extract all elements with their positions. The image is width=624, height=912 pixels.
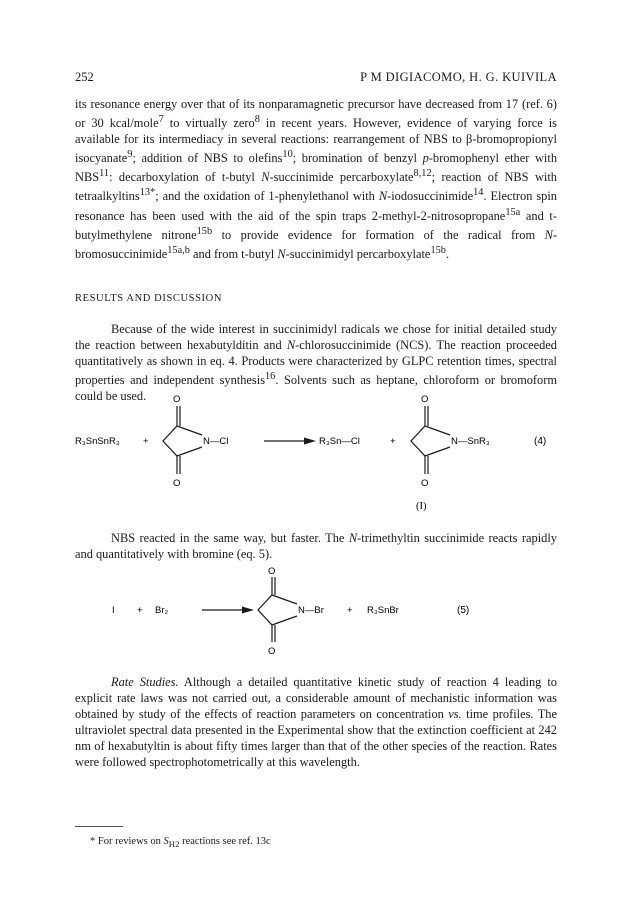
succinimide-ring-1	[163, 426, 202, 456]
carbonyl-oxygen: O	[173, 478, 181, 489]
footnote-rule	[75, 826, 123, 827]
carbonyl-oxygen: O	[421, 478, 429, 489]
equation-5	[0, 566, 624, 666]
carbonyl-oxygen: O	[268, 646, 276, 657]
plus-sign: +	[137, 605, 143, 616]
footnote: * For reviews on $S_{H2}$ reactions see ref. 13c	[90, 836, 271, 850]
product-trialkyltin-bromide: R₃SnBr	[367, 605, 399, 616]
compound-I-ref: I	[112, 605, 115, 616]
intro-paragraph: its resonance energy over that of its nonparamagnetic precursor have decreased from 17 (ref. 6) or 30 kcal/mole$^7$ to virtually zero$^8$ in recent years. However, evidence of varying force is available for its intermediacy in several reactions: rearrangement of NBS to β-bromopropionyl isocyanate$^9$; addition of NBS to olefins$^{10}$; bromination of benzyl p-bromophenyl ether with NBS$^{11}$: decarboxylation of t-butyl N-succinimide percarboxylate$^{8,12}$; reaction of NBS with tetraalkyltins$^{13*}$; and the oxidation of 1-phenylethanol with N-iodosuccinimide$^{14}$. Electron spin resonance has been used with the aid of the spin traps 2-methyl-2-nitrosopropane$^{15a}$ and t-butylmethylene nitrone$^{15b}$ to provide evidence for formation of the radical from N-bromosuccinimide$^{15a,b}$ and from t-butyl N-succinimidyl percarboxylate$^{15b}$.	[75, 97, 558, 261]
succinimide-ring-2	[411, 426, 450, 456]
carbonyl-oxygen: O	[173, 394, 181, 405]
plus-sign: +	[143, 436, 149, 447]
equation-4-diagram	[0, 392, 624, 522]
page-number: 252	[75, 70, 94, 84]
rate-studies-paragraph: Rate Studies. Although a detailed quantitative kinetic study of reaction 4 leading to explicit rate laws was not carried out, a considerable amount of mechanistic information was obtained by study of the effects of reaction parameters on concentration vs. time profiles. The ultraviolet spectral data presented in the Experimental show that the extinction coefficient at 242 nm of hexabutyltin is about fifty times larger than that of the other species of the reaction. Rates were followed spectrophotometrically at this wavelength.	[75, 675, 557, 769]
equation-5-diagram	[0, 566, 624, 666]
compound-label: (I)	[416, 501, 427, 512]
results-paragraph: Because of the wide interest in succinimidyl radicals we chose for initial detailed study the reaction between hexabutylditin and N-chlorosuccinimide (NCS). The reaction proceeded quantitatively as shown in eq. 4. Products were characterized by GLPC retention times, spectral properties and independent synthesis$^{16}$. Solvents such as heptane, chloroform or bromoform could be used.	[75, 322, 558, 404]
plus-sign: +	[390, 436, 396, 447]
reactant-hexaalkylditin: R₃SnSnR₃	[75, 436, 120, 447]
carbonyl-oxygen: O	[268, 566, 276, 577]
nbs-paragraph: NBS reacted in the same way, but faster. The N-trimethyltin succinimide reacts rapidly and quantitatively with bromine (eq. 5).	[75, 531, 557, 561]
equation-number: (4)	[534, 436, 547, 447]
carbonyl-oxygen: O	[421, 394, 429, 405]
reactant-bromine: Br₂	[155, 605, 169, 616]
author-header: P M DIGIACOMO, H. G. KUIVILA	[360, 70, 557, 84]
n-bromo-label: N—Br	[298, 605, 324, 616]
section-heading: RESULTS AND DISCUSSION	[75, 293, 223, 304]
equation-number: (5)	[457, 605, 470, 616]
running-header	[75, 70, 557, 88]
n-chloro-label: N—Cl	[203, 436, 229, 447]
plus-sign: +	[347, 605, 353, 616]
equation-4	[0, 392, 624, 522]
product-trialkyltin-chloride: R₃Sn—Cl	[319, 436, 360, 447]
n-tin-label: N—SnR₃	[451, 436, 490, 447]
succinimide-ring-3	[258, 595, 297, 625]
